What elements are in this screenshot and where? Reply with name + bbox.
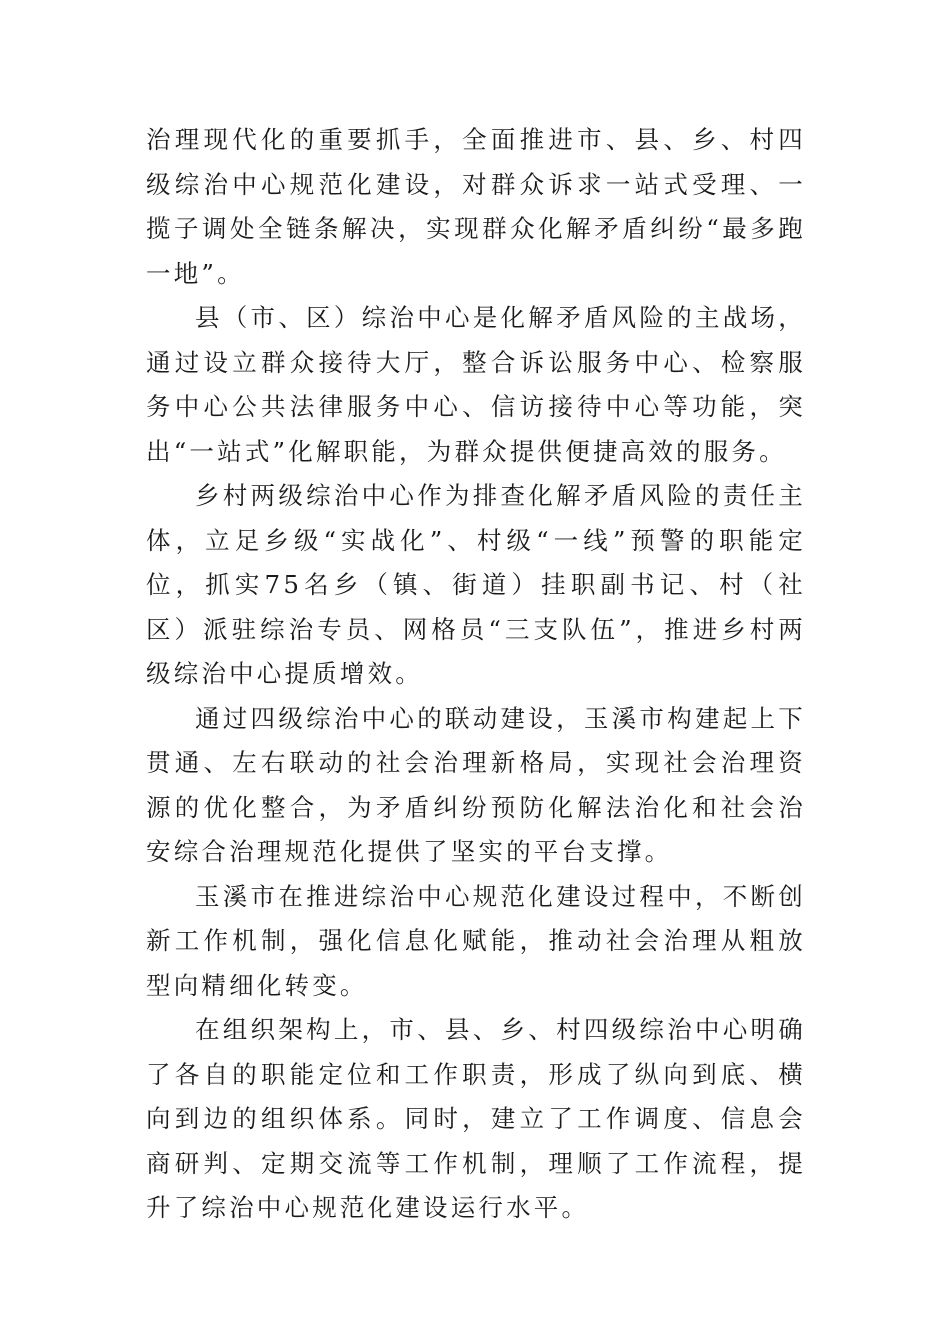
paragraph-3: 乡村两级综治中心作为排查化解矛盾风险的责任主体，立足乡级“实战化”、村级“一线”预警的职能定位，抓实75名乡（镇、街道）挂职副书记、村（社区）派驻综治专员、网格员“三支队伍”，推进乡村两级综治中心提质增效。 <box>146 481 806 688</box>
paragraph-5: 玉溪市在推进综治中心规范化建设过程中，不断创新工作机制，强化信息化赋能，推动社会治理从粗放型向精细化转变。 <box>146 881 806 1000</box>
paragraph-4: 通过四级综治中心的联动建设，玉溪市构建起上下贯通、左右联动的社会治理新格局，实现社会治理资源的优化整合，为矛盾纠纷预防化解法治化和社会治安综合治理规范化提供了坚实的平台支撑。 <box>146 703 806 866</box>
paragraph-1: 治理现代化的重要抓手，全面推进市、县、乡、村四级综治中心规范化建设，对群众诉求一站式受理、一揽子调处全链条解决，实现群众化解矛盾纠纷“最多跑一地”。 <box>146 125 806 288</box>
paragraph-2: 县（市、区）综治中心是化解矛盾风险的主战场，通过设立群众接待大厅，整合诉讼服务中心、检察服务中心公共法律服务中心、信访接待中心等功能，突出“一站式”化解职能，为群众提供便捷高效的服务。 <box>146 303 806 466</box>
paragraph-6: 在组织架构上，市、县、乡、村四级综治中心明确了各自的职能定位和工作职责，形成了纵向到底、横向到边的组织体系。同时，建立了工作调度、信息会商研判、定期交流等工作机制，理顺了工作流程，提升了综治中心规范化建设运行水平。 <box>146 1015 806 1222</box>
document-body <box>146 118 806 1231</box>
